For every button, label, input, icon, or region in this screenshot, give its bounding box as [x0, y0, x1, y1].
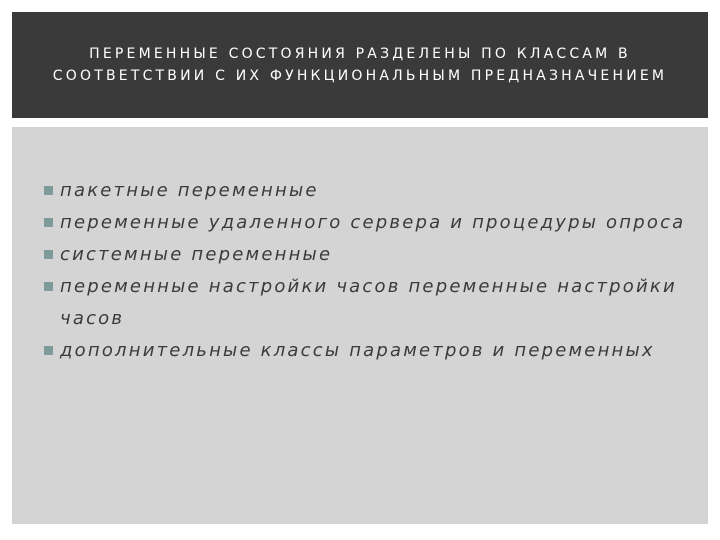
bullet-item: [42, 239, 692, 271]
bullet-item: [42, 271, 692, 335]
bullet-item: [42, 207, 692, 239]
bullet-item: [42, 335, 692, 367]
bullet-list: [42, 175, 692, 367]
slide-title: ПЕРЕМЕННЫЕ СОСТОЯНИЯ РАЗДЕЛЕНЫ ПО КЛАССАМ В СООТВЕТСТВИИ С ИХ ФУНКЦИОНАЛЬНЫМ ПРЕДНАЗНАЧЕНИЕМ: [52, 46, 668, 84]
square-bullet-icon: [44, 282, 53, 291]
square-bullet-icon: [44, 186, 53, 195]
bullet-item: [42, 175, 692, 207]
bullet-text: пакетные переменные: [60, 180, 319, 201]
square-bullet-icon: [44, 250, 53, 259]
bullet-text: системные переменные: [60, 244, 333, 265]
slide-content-panel: [12, 127, 708, 524]
square-bullet-icon: [44, 346, 53, 355]
slide-title-bar: [12, 12, 708, 118]
square-bullet-icon: [44, 218, 53, 227]
bullet-text: дополнительные классы параметров и переменных: [60, 340, 655, 361]
bullet-text: переменные удаленного сервера и процедуры опроса: [60, 212, 686, 233]
bullet-text: переменные настройки часов переменные настройки часов: [60, 276, 677, 329]
